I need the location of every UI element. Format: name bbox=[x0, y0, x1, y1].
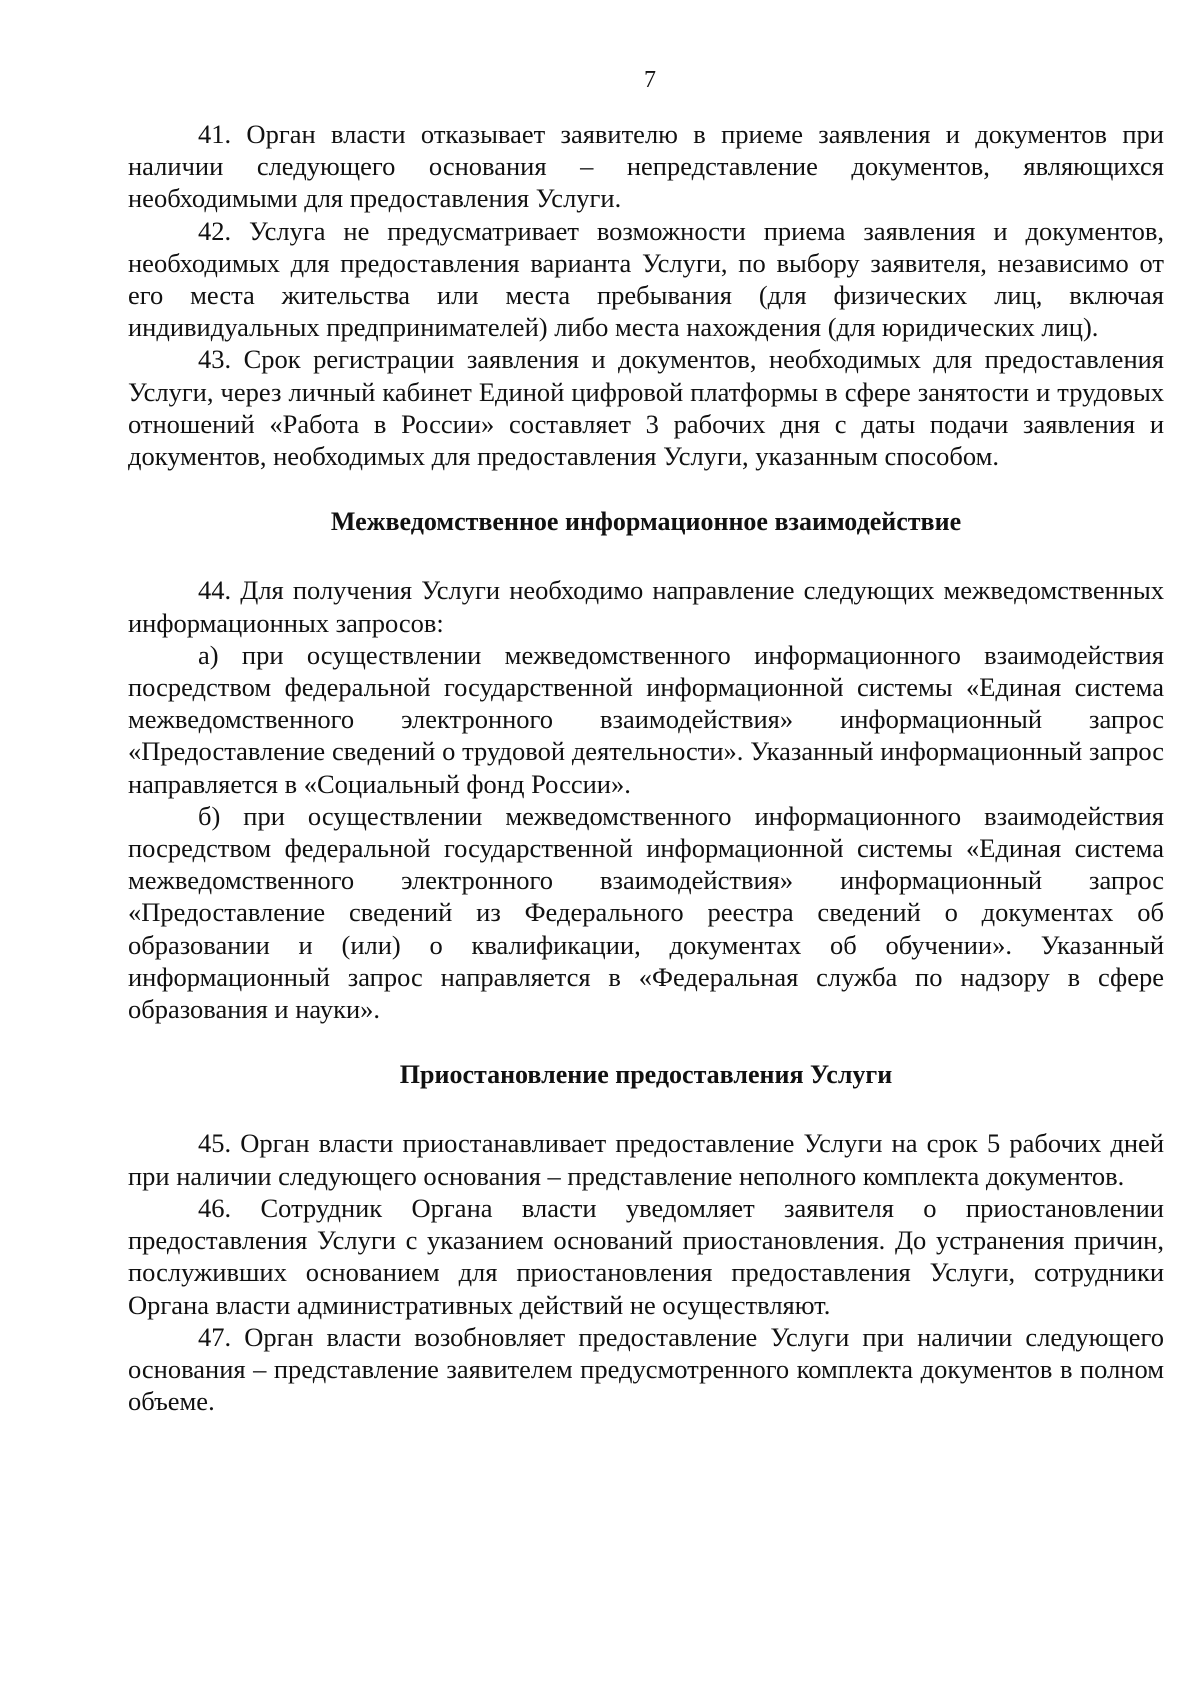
paragraph-47: 47. Орган власти возобновляет предоставление Услуги при наличии следующего основания – представление заявителем предусмотренного комплекта документов в полном объеме. bbox=[128, 1321, 1164, 1417]
paragraph-41: 41. Орган власти отказывает заявителю в приеме заявления и документов при наличии следующего основания – непредставление документов, являющихся необходимыми для предоставления Услуги. bbox=[128, 119, 1164, 214]
paragraph-44-a: а) при осуществлении межведомственного информационного взаимодействия посредством федеральной государственной информационной системы «Единая система межведомственного электронного взаимодействия» информационный запрос «Предоставление сведений о трудовой деятельности». Указанный информационный запрос направляется в «Социальный фонд России». bbox=[128, 639, 1164, 799]
section-heading-interagency: Межведомственное информационное взаимодействие bbox=[330, 507, 962, 537]
section-heading-suspension: Приостановление предоставления Услуги bbox=[399, 1060, 893, 1090]
document-body bbox=[128, 118, 1164, 1417]
paragraph-45: 45. Орган власти приостанавливает предоставление Услуги на срок 5 рабочих дней при наличии следующего основания – представление неполного комплекта документов. bbox=[128, 1128, 1164, 1191]
paragraph-42: 42. Услуга не предусматривает возможности приема заявления и документов, необходимых для предоставления варианта Услуги, по выбору заявителя, независимо от его места жительства или места пребывания (для физических лиц, включая индивидуальных предпринимателей) либо места нахождения (для юридических лиц). bbox=[128, 215, 1164, 343]
paragraph-44-b: б) при осуществлении межведомственного информационного взаимодействия посредством федеральной государственной информационной системы «Единая система межведомственного электронного взаимодействия» информационный запрос «Предоставление сведений из Федерального реестра сведений о документах об образовании и (или) о квалификации, документах об обучении». Указанный информационный запрос направляется в «Федеральная служба по надзору в сфере образования и науки». bbox=[128, 800, 1164, 1025]
paragraph-43: 43. Срок регистрации заявления и документов, необходимых для предоставления Услуги, через личный кабинет Единой цифровой платформы в сфере занятости и трудовых отношений «Работа в России» составляет 3 рабочих дня с даты подачи заявления и документов, необходимых для предоставления Услуги, указанным способом. bbox=[128, 344, 1164, 472]
paragraph-44: 44. Для получения Услуги необходимо направление следующих межведомственных информационных запросов: bbox=[128, 575, 1164, 638]
paragraph-46: 46. Сотрудник Органа власти уведомляет заявителя о приостановлении предоставления Услуги с указанием оснований приостановления. До устранения причин, послуживших основанием для приостановления предоставления Услуги, сотрудники Органа власти административных действий не осуществляют. bbox=[128, 1192, 1164, 1320]
page-number: 7 bbox=[644, 67, 656, 93]
